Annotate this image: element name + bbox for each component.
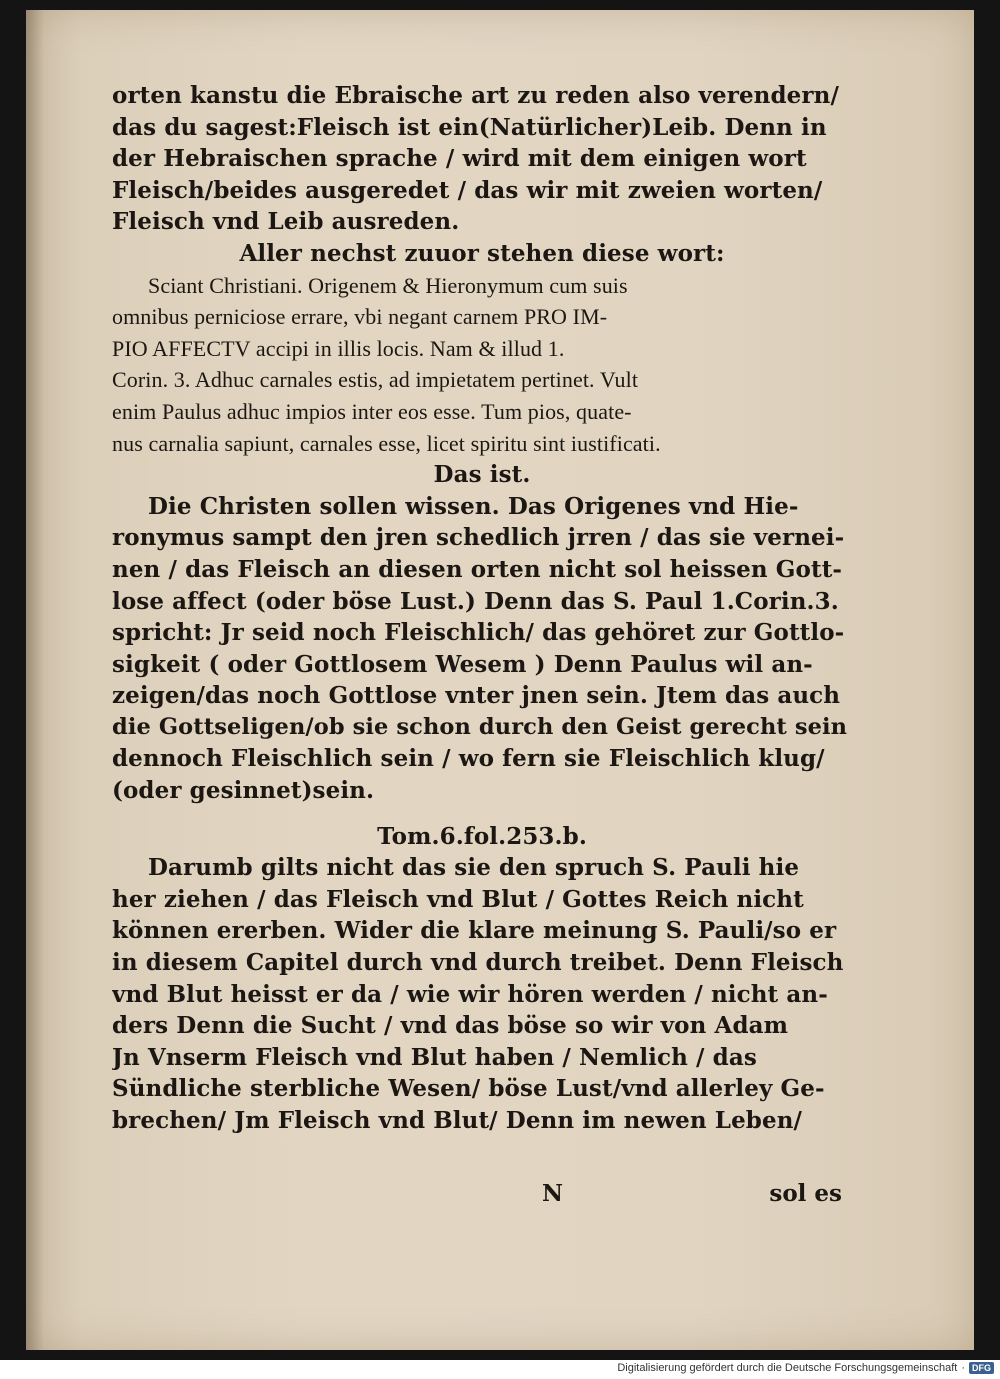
text-line: Fleisch/beides ausgeredet / das wir mit zweien worten/	[112, 176, 823, 204]
text-line: Sciant Christiani. Origenem & Hieronymum cum suis	[148, 272, 628, 298]
text-line: Sündliche sterbliche Wesen/ böse Lust/vnd allerley Ge-	[112, 1075, 825, 1103]
text-line: spricht: Jr seid noch Fleischlich/ das gehöret zur Gottlo-	[112, 619, 845, 647]
page-footer	[112, 1180, 852, 1214]
text-line: lose affect (oder böse Lust.) Denn das S. Paul 1.Corin.3.	[112, 587, 839, 615]
text-line: Die Christen sollen wissen. Das Origenes vnd Hie-	[148, 492, 799, 520]
signature-mark: N	[542, 1180, 564, 1207]
text-line: ders Denn die Sucht / vnd das böse so wir von Adam	[112, 1012, 789, 1040]
text-line: können ererben. Wider die klare meinung S. Pauli/so er	[112, 917, 837, 945]
text-line: in diesem Capitel durch vnd durch treibet. Denn Fleisch	[112, 949, 844, 977]
text-line: Fleisch vnd Leib ausreden.	[112, 208, 460, 236]
text-line: Jn Vnserm Fleisch vnd Blut haben / Nemlich / das	[112, 1043, 757, 1071]
text-line: die Gottseligen/ob sie schon durch den Geist gerecht sein	[112, 713, 848, 740]
dfg-logo-icon: DFG	[969, 1362, 994, 1374]
body-text	[112, 80, 852, 1137]
text-line: enim Paulus adhuc impios inter eos esse. Tum pios, quate-	[112, 398, 632, 424]
text-line: her ziehen / das Fleisch vnd Blut / Gottes Reich nicht	[112, 885, 804, 913]
text-line: der Hebraischen sprache / wird mit dem einigen wort	[112, 145, 807, 173]
text-line: Das ist.	[433, 461, 531, 489]
text-line: vnd Blut heisst er da / wie wir hören werden / nicht an-	[112, 980, 828, 1008]
catchword: sol es	[769, 1180, 842, 1207]
credit-text: Digitalisierung gefördert durch die Deutsche Forschungsgemeinschaft	[617, 1362, 958, 1374]
text-line: omnibus perniciose errare, vbi negant carnem PRO IM-	[112, 304, 608, 330]
text-line: Aller nechst zuuor stehen diese wort:	[239, 239, 725, 267]
book-page	[26, 10, 974, 1350]
text-line: sigkeit ( oder Gottlosem Wesem ) Denn Paulus wil an-	[112, 650, 813, 678]
text-line: nen / das Fleisch an diesen orten nicht sol heissen Gott-	[112, 555, 843, 583]
text-line: zeigen/das noch Gottlose vnter jnen sein. Jtem das auch	[112, 682, 841, 710]
line-gap	[112, 807, 852, 821]
text-line: PIO AFFECTV accipi in illis locis. Nam & illud 1.	[112, 335, 565, 361]
digitization-credit: Digitalisierung gefördert durch die Deutsche Forschungsgemeinschaft · DFG	[617, 1360, 994, 1376]
text-line: brechen/ Jm Fleisch vnd Blut/ Denn im newen Leben/	[112, 1107, 803, 1134]
text-line: Tom.6.fol.253.b.	[377, 822, 587, 850]
text-line: (oder gesinnet)sein.	[112, 777, 375, 805]
text-line: Darumb gilts nicht das sie den spruch S. Pauli hie	[148, 854, 800, 882]
text-line: orten kanstu die Ebraische art zu reden also verendern/	[112, 82, 839, 109]
text-line: dennoch Fleischlich sein / wo fern sie Fleischlich klug/	[112, 745, 825, 773]
text-line: nus carnalia sapiunt, carnales esse, licet spiritu sint iustificati.	[112, 430, 661, 456]
text-line: Corin. 3. Adhuc carnales estis, ad impietatem pertinet. Vult	[112, 367, 639, 393]
text-line: das du sagest:Fleisch ist ein(Natürlicher)Leib. Denn in	[112, 113, 827, 141]
text-line: ronymus sampt den jren schedlich jrren / das sie vernei-	[112, 524, 845, 552]
